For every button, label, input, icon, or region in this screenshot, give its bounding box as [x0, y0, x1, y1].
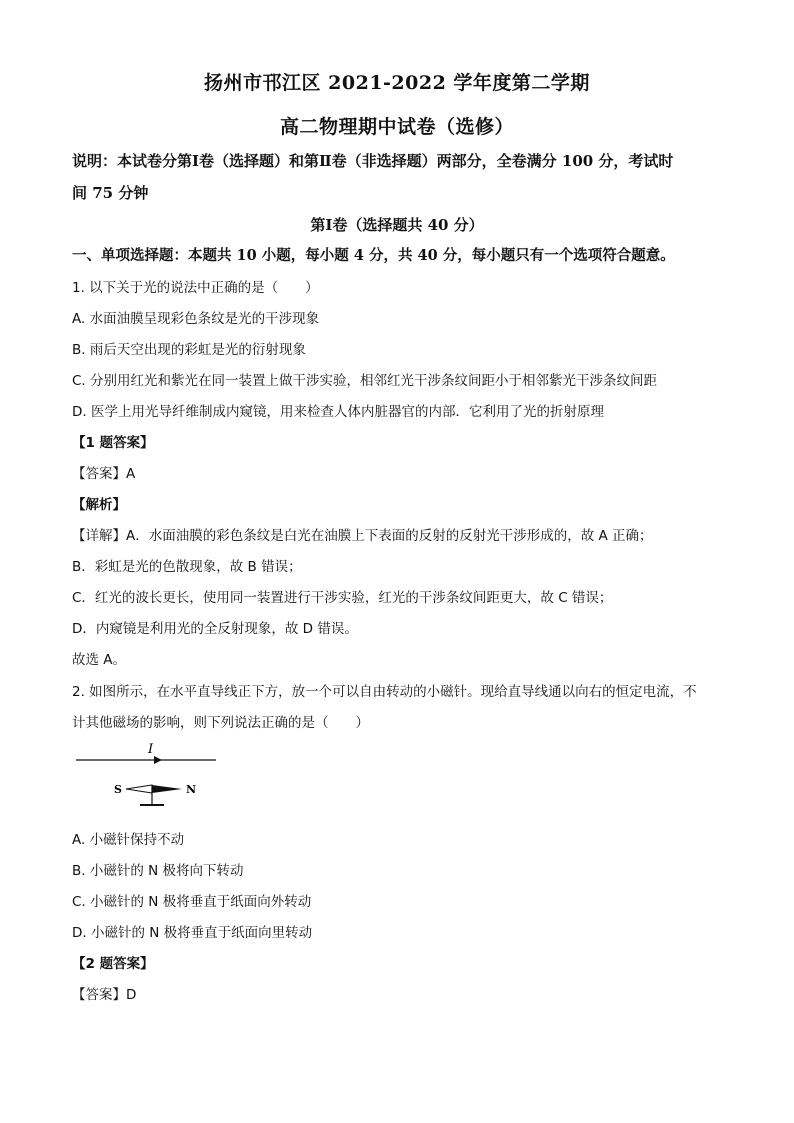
q1-detail-c: C．红光的波长更长，使用同一装置进行干涉实验，红光的干涉条纹间距更大，故 C 错误； [72, 590, 613, 606]
q2-option-a: A. 小磁针保持不动 [72, 832, 185, 848]
q1-answer: 【答案】A [72, 466, 136, 482]
q2-answer-tag: 【2 题答案】 [72, 956, 154, 972]
needle-s-half [126, 785, 152, 793]
needle-n-half [152, 785, 182, 793]
pole-s-label: S [114, 783, 122, 796]
exam-title-line1: 扬州市邗江区 2021-2022 学年度第二学期 [204, 72, 590, 94]
q1-option-a: A. 水面油膜呈现彩色条纹是光的干涉现象 [72, 311, 320, 327]
q1-option-b: B. 雨后天空出现的彩虹是光的衍射现象 [72, 342, 306, 358]
q1-detail-d: D．内窥镜是利用光的全反射现象，故 D 错误。 [72, 621, 358, 637]
q1-conclusion: 故选 A。 [72, 652, 127, 668]
q1-detail-a: 【详解】A．水面油膜的彩色条纹是白光在油膜上下表面的反射的反射光干涉形成的，故 A 正确； [72, 528, 653, 544]
q1-stem: 1. 以下关于光的说法中正确的是（ ） [72, 280, 319, 296]
q1-answer-tag: 【1 题答案】 [72, 435, 154, 451]
pole-n-label: N [186, 783, 197, 796]
q1-option-d: D. 医学上用光导纤维制成内窥镜，用来检查人体内脏器官的内部．它利用了光的折射原理 [72, 404, 604, 420]
part-title: 一、单项选择题：本题共 10 小题，每小题 4 分，共 40 分，每小题只有一个选项符合题意。 [72, 247, 675, 264]
q1-analysis-tag: 【解析】 [72, 497, 126, 513]
q2-answer: 【答案】D [72, 987, 137, 1003]
q2-option-b: B. 小磁针的 N 极将向下转动 [72, 863, 244, 879]
q2-stem-line2: 计其他磁场的影响，则下列说法正确的是（ ） [72, 715, 369, 731]
q1-option-c: C. 分别用红光和紫光在同一装置上做干涉实验，相邻红光干涉条纹间距小于相邻紫光干涉条纹间距 [72, 373, 658, 389]
q2-option-c: C. 小磁针的 N 极将垂直于纸面向外转动 [72, 894, 312, 910]
q2-stem-line1: 2. 如图所示，在水平直导线正下方，放一个可以自由转动的小磁针。现给直导线通以向右的恒定电流，不 [72, 684, 697, 700]
instructions-line2: 间 75 分钟 [72, 184, 149, 202]
instructions-line1: 说明：本试卷分第Ⅰ卷（选择题）和第Ⅱ卷（非选择题）两部分，全卷满分 100 分，考试时 [72, 152, 674, 170]
exam-title-line2: 高二物理期中试卷（选修） [279, 116, 514, 138]
current-label: I [148, 742, 154, 757]
q1-detail-b: B．彩虹是光的色散现象，故 B 错误； [72, 559, 302, 575]
section-heading: 第Ⅰ卷（选择题共 40 分） [310, 216, 484, 234]
q2-option-d: D. 小磁针的 N 极将垂直于纸面向里转动 [72, 925, 313, 941]
wire-compass-figure [72, 740, 232, 810]
current-arrow-icon [154, 756, 162, 764]
